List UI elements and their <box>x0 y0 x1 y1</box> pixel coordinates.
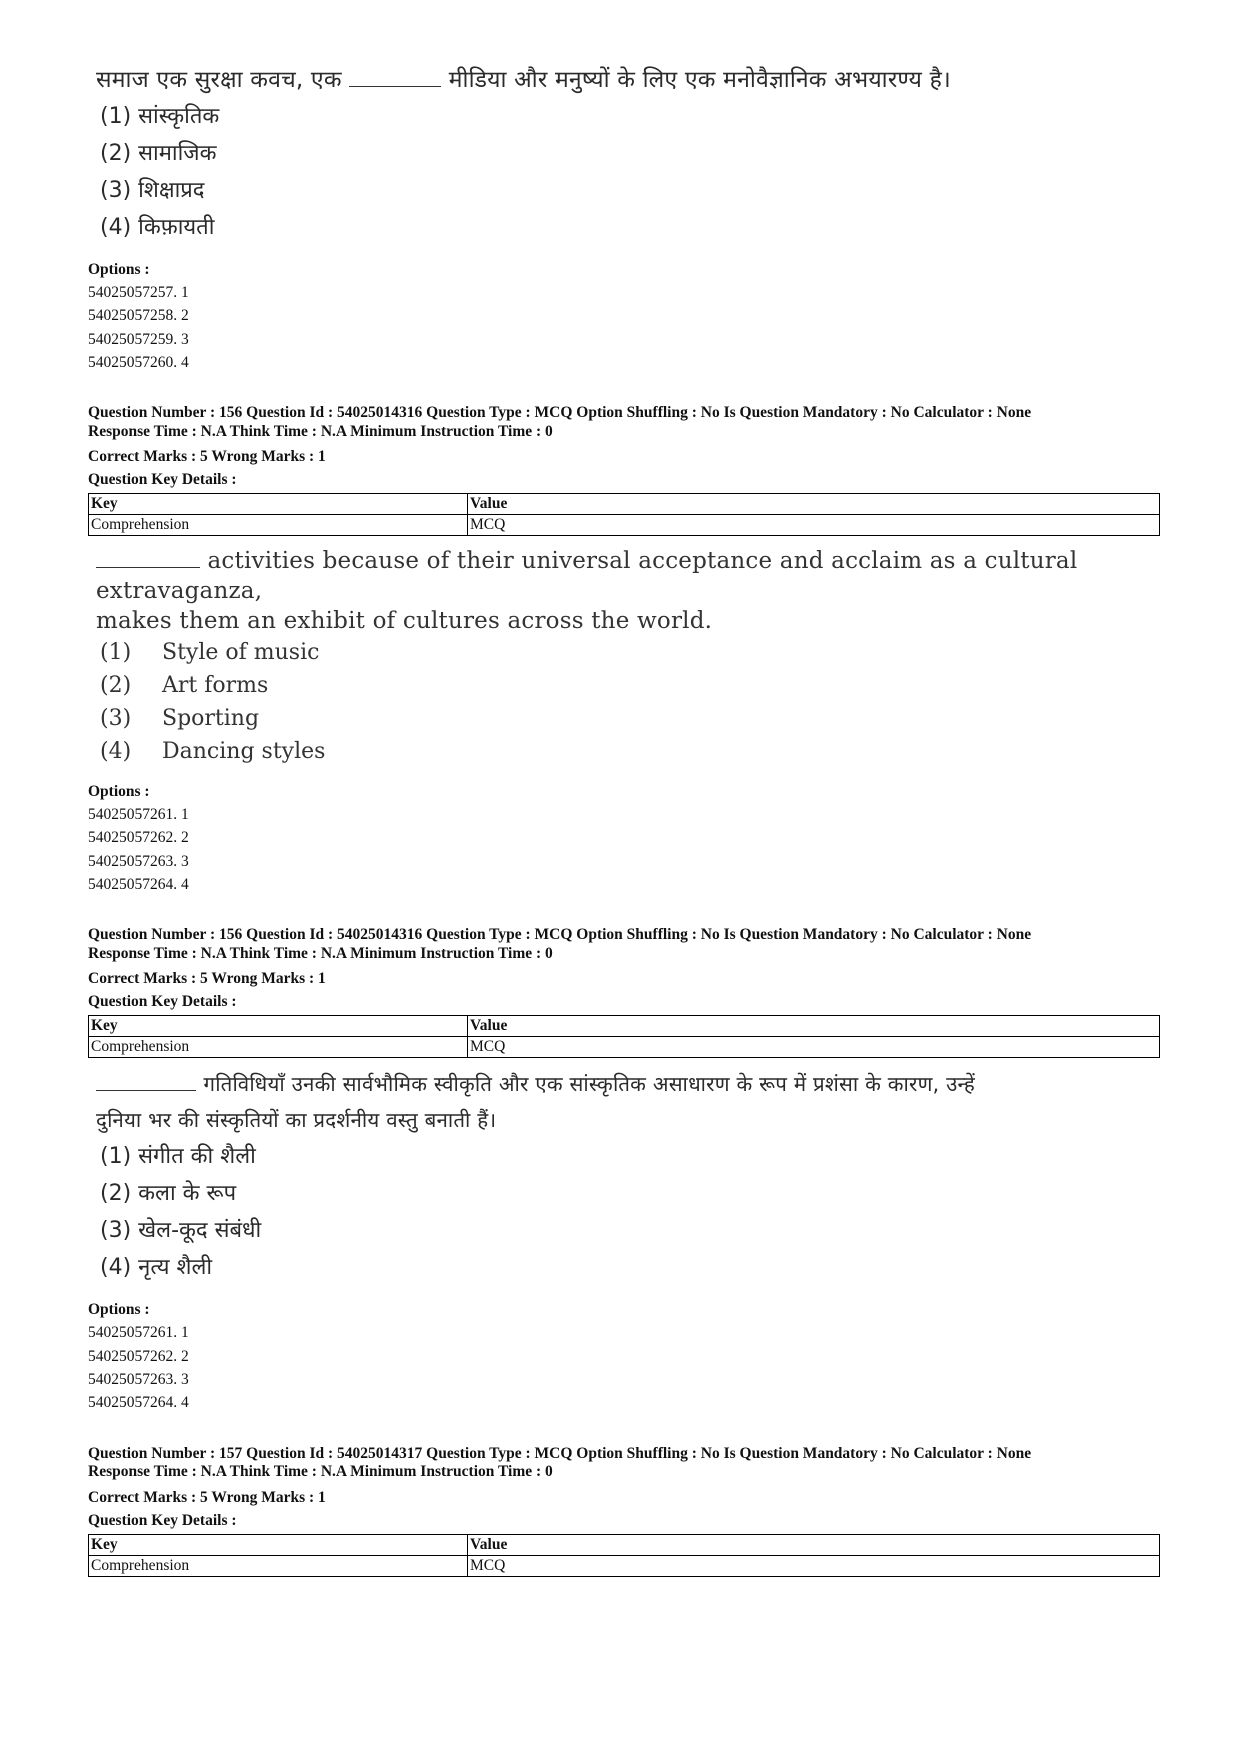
question-157-meta <box>88 1445 1160 1532</box>
option-item: 54025057263. 3 <box>88 1370 189 1388</box>
question-stem <box>96 1066 1160 1102</box>
question-timing-line: Response Time : N.A Think Time : N.A Minimum Instruction Time : 0 <box>88 1463 553 1481</box>
blank-line <box>96 1089 196 1091</box>
question-timing-line: Response Time : N.A Think Time : N.A Minimum Instruction Time : 0 <box>88 944 553 962</box>
table-header-row <box>89 494 1160 515</box>
blank-line <box>349 85 441 87</box>
stem-line: makes them an exhibit of cultures across the world. <box>96 608 713 635</box>
key-details-label: Question Key Details : <box>88 993 237 1011</box>
question-meta-line: Question Number : 156 Question Id : 54025014316 Question Type : MCQ Option Shuffling : No Is Question Mandatory : No Calculator : None <box>88 926 1032 944</box>
options-label: Options : <box>88 261 150 278</box>
table-header-row <box>89 1016 1160 1037</box>
question-156-hindi-image <box>96 1066 1160 1286</box>
choice: (3) शिक्षाप्रद <box>100 178 205 203</box>
question-stem <box>96 546 1160 606</box>
option-item: 54025057264. 4 <box>88 876 189 894</box>
question-key-table <box>88 1534 1160 1577</box>
blank-line <box>96 566 200 568</box>
choice: (2) कला के रूप <box>100 1181 237 1207</box>
choice: (2) सामाजिक <box>100 141 217 166</box>
table-cell: MCQ <box>468 1037 1160 1058</box>
stem-line: दुनिया भर की संस्कृतियों का प्रदर्शनीय वस्तु बनाती हैं। <box>96 1108 497 1133</box>
table-header-row <box>89 1534 1160 1555</box>
table-header-cell: Value <box>468 1534 1160 1555</box>
table-header-cell: Key <box>89 1016 468 1037</box>
marks-line: Correct Marks : 5 Wrong Marks : 1 <box>88 448 326 466</box>
choice: (3) खेल-कूद संबंधी <box>100 1218 262 1244</box>
table-cell: MCQ <box>468 515 1160 536</box>
question-156-image <box>96 546 1160 768</box>
choice: (1) Style of music <box>100 640 320 666</box>
table-cell: Comprehension <box>89 515 468 536</box>
option-item: 54025057262. 2 <box>88 1347 189 1365</box>
options-label: Options : <box>88 1301 150 1319</box>
table-header-cell: Value <box>468 494 1160 515</box>
question-meta-line: Question Number : 157 Question Id : 54025014317 Question Type : MCQ Option Shuffling : No Is Question Mandatory : No Calculator : None <box>88 1444 1032 1462</box>
table-cell: Comprehension <box>89 1555 468 1576</box>
question-key-table <box>88 1015 1160 1058</box>
choice: (1) संगीत की शैली <box>100 1144 256 1170</box>
choice: (4) नृत्य शैली <box>100 1255 213 1281</box>
question-155-image <box>96 62 1160 246</box>
choice: (2) Art forms <box>100 673 269 699</box>
option-item: 54025057261. 1 <box>88 1324 189 1342</box>
question-stem <box>96 62 1160 98</box>
question-156-meta <box>88 404 1160 491</box>
option-item: 54025057258. 2 <box>88 307 189 325</box>
document-page <box>88 62 1160 1577</box>
question-timing-line: Response Time : N.A Think Time : N.A Minimum Instruction Time : 0 <box>88 422 553 440</box>
choice: (4) Dancing styles <box>100 739 326 765</box>
stem-line: गतिविधियाँ उनकी सार्वभौमिक स्वीकृति और एक सांस्कृतिक असाधारण के रूप में प्रशंसा के कारण, उन्हें <box>203 1072 975 1097</box>
question-key-table <box>88 493 1160 536</box>
stem-before-blank: समाज एक सुरक्षा कवच, एक <box>96 67 342 93</box>
question-meta-line: Question Number : 156 Question Id : 54025014316 Question Type : MCQ Option Shuffling : No Is Question Mandatory : No Calculator : None <box>88 404 1032 422</box>
option-item: 54025057260. 4 <box>88 353 189 371</box>
marks-line: Correct Marks : 5 Wrong Marks : 1 <box>88 1488 326 1506</box>
choice: (4) किफ़ायती <box>100 215 215 240</box>
question-156-hindi-meta <box>88 926 1160 1013</box>
table-row <box>89 1555 1160 1576</box>
key-details-label: Question Key Details : <box>88 471 237 489</box>
table-header-cell: Key <box>89 1534 468 1555</box>
option-item: 54025057259. 3 <box>88 330 189 348</box>
options-label: Options : <box>88 783 150 801</box>
option-item: 54025057261. 1 <box>88 806 189 824</box>
table-header-cell: Key <box>89 494 468 515</box>
choice: (1) सांस्कृतिक <box>100 104 220 129</box>
option-item: 54025057263. 3 <box>88 852 189 870</box>
option-item: 54025057257. 1 <box>88 284 189 301</box>
table-header-cell: Value <box>468 1016 1160 1037</box>
key-details-label: Question Key Details : <box>88 1511 237 1529</box>
table-cell: Comprehension <box>89 1037 468 1058</box>
choice: (3) Sporting <box>100 706 260 732</box>
stem-after-blank: मीडिया और मनुष्यों के लिए एक मनोवैज्ञानिक अभयारण्य है। <box>448 67 951 93</box>
option-item: 54025057264. 4 <box>88 1394 189 1412</box>
table-row <box>89 1037 1160 1058</box>
marks-line: Correct Marks : 5 Wrong Marks : 1 <box>88 970 326 988</box>
option-item: 54025057262. 2 <box>88 829 189 847</box>
table-cell: MCQ <box>468 1555 1160 1576</box>
stem-line: activities because of their universal acceptance and acclaim as a cultural extravaganza, <box>96 548 1078 605</box>
table-row <box>89 515 1160 536</box>
